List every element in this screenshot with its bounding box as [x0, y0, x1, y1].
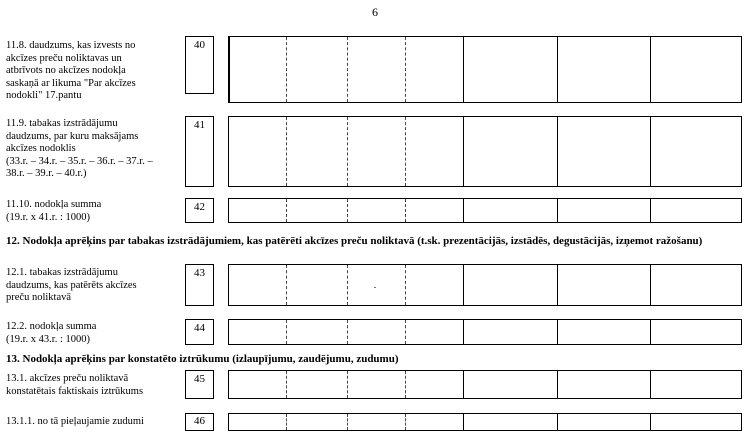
label-line: akcīzes preču noliktavas un [6, 52, 122, 64]
label-line: 12.2. nodokļa summa [6, 321, 97, 332]
label-line: atbrīvots no akcīzes nodokļa [6, 65, 126, 77]
page-number: 6 [372, 5, 378, 19]
label-line: preču noliktavā [6, 292, 72, 304]
row-label-44 [6, 321, 96, 346]
label-line: daudzums, par kuru maksājams [6, 130, 139, 142]
label-line: saskaņā ar likuma "Par akcīzes [6, 77, 136, 89]
label-line: konstatētais faktiskais iztrūkums [6, 385, 144, 397]
label-line: 12.1. tabakas izstrādājumu [6, 267, 118, 278]
label-line: 11.10. nodokļa summa [6, 199, 102, 210]
row-label-42 [6, 199, 101, 224]
label-line: 13.1. akcīzes preču noliktavā [6, 373, 129, 384]
input-grid-42[interactable] [228, 198, 742, 223]
row-code-43: 43 [185, 264, 214, 306]
label-line: nodokli" 17.pantu [6, 90, 82, 102]
label-line: 11.8. daudzums, kas izvests no [6, 40, 136, 51]
row-code-41: 41 [185, 116, 214, 187]
row-label-40 [6, 40, 136, 103]
row-code-45: 45 [185, 370, 214, 399]
row-code-44: 44 [185, 319, 214, 345]
label-line: 13.1.1. no tā pieļaujamie zudumi [6, 416, 144, 427]
row-code-40: 40 [185, 36, 214, 94]
row-label-43 [6, 267, 137, 305]
label-line: akcīzes nodoklis [6, 143, 76, 155]
input-grid-41[interactable] [228, 116, 742, 187]
label-line: (19.r. x 41.r. : 1000) [6, 211, 90, 223]
section-13-title: 13. Nodokļa aprēķins par konstatēto iztrūkumu (izlaupījumu, zaudējumu, zudumu) [6, 353, 399, 365]
row-label-41 [6, 118, 153, 181]
input-grid-44[interactable] [228, 319, 742, 345]
input-grid-43[interactable] [228, 264, 742, 306]
input-grid-40[interactable] [228, 36, 742, 103]
label-line: (33.r. – 34.r. – 35.r. – 36.r. – 37.r. – [6, 155, 153, 167]
row-code-42: 42 [185, 198, 214, 223]
label-line: 38.r. – 39.r. – 40.r.) [6, 168, 87, 180]
label-line: (19.r. x 43.r. : 1000) [6, 333, 90, 345]
input-grid-46[interactable] [228, 413, 742, 431]
label-line: 11.9. tabakas izstrādājumu [6, 118, 118, 129]
row-code-46: 46 [185, 413, 214, 431]
row-label-46 [6, 416, 144, 429]
scan-speck [374, 287, 376, 288]
row-label-45 [6, 373, 143, 398]
input-grid-45[interactable] [228, 370, 742, 399]
section-12-title: 12. Nodokļa aprēķins par tabakas izstrādājumiem, kas patērēti akcīzes preču noliktavā (t.sk. prezentācijās, izstādēs, degustācijās, izņemot ražošanu) [6, 235, 703, 247]
label-line: daudzums, kas patērēts akcīzes [6, 279, 137, 291]
